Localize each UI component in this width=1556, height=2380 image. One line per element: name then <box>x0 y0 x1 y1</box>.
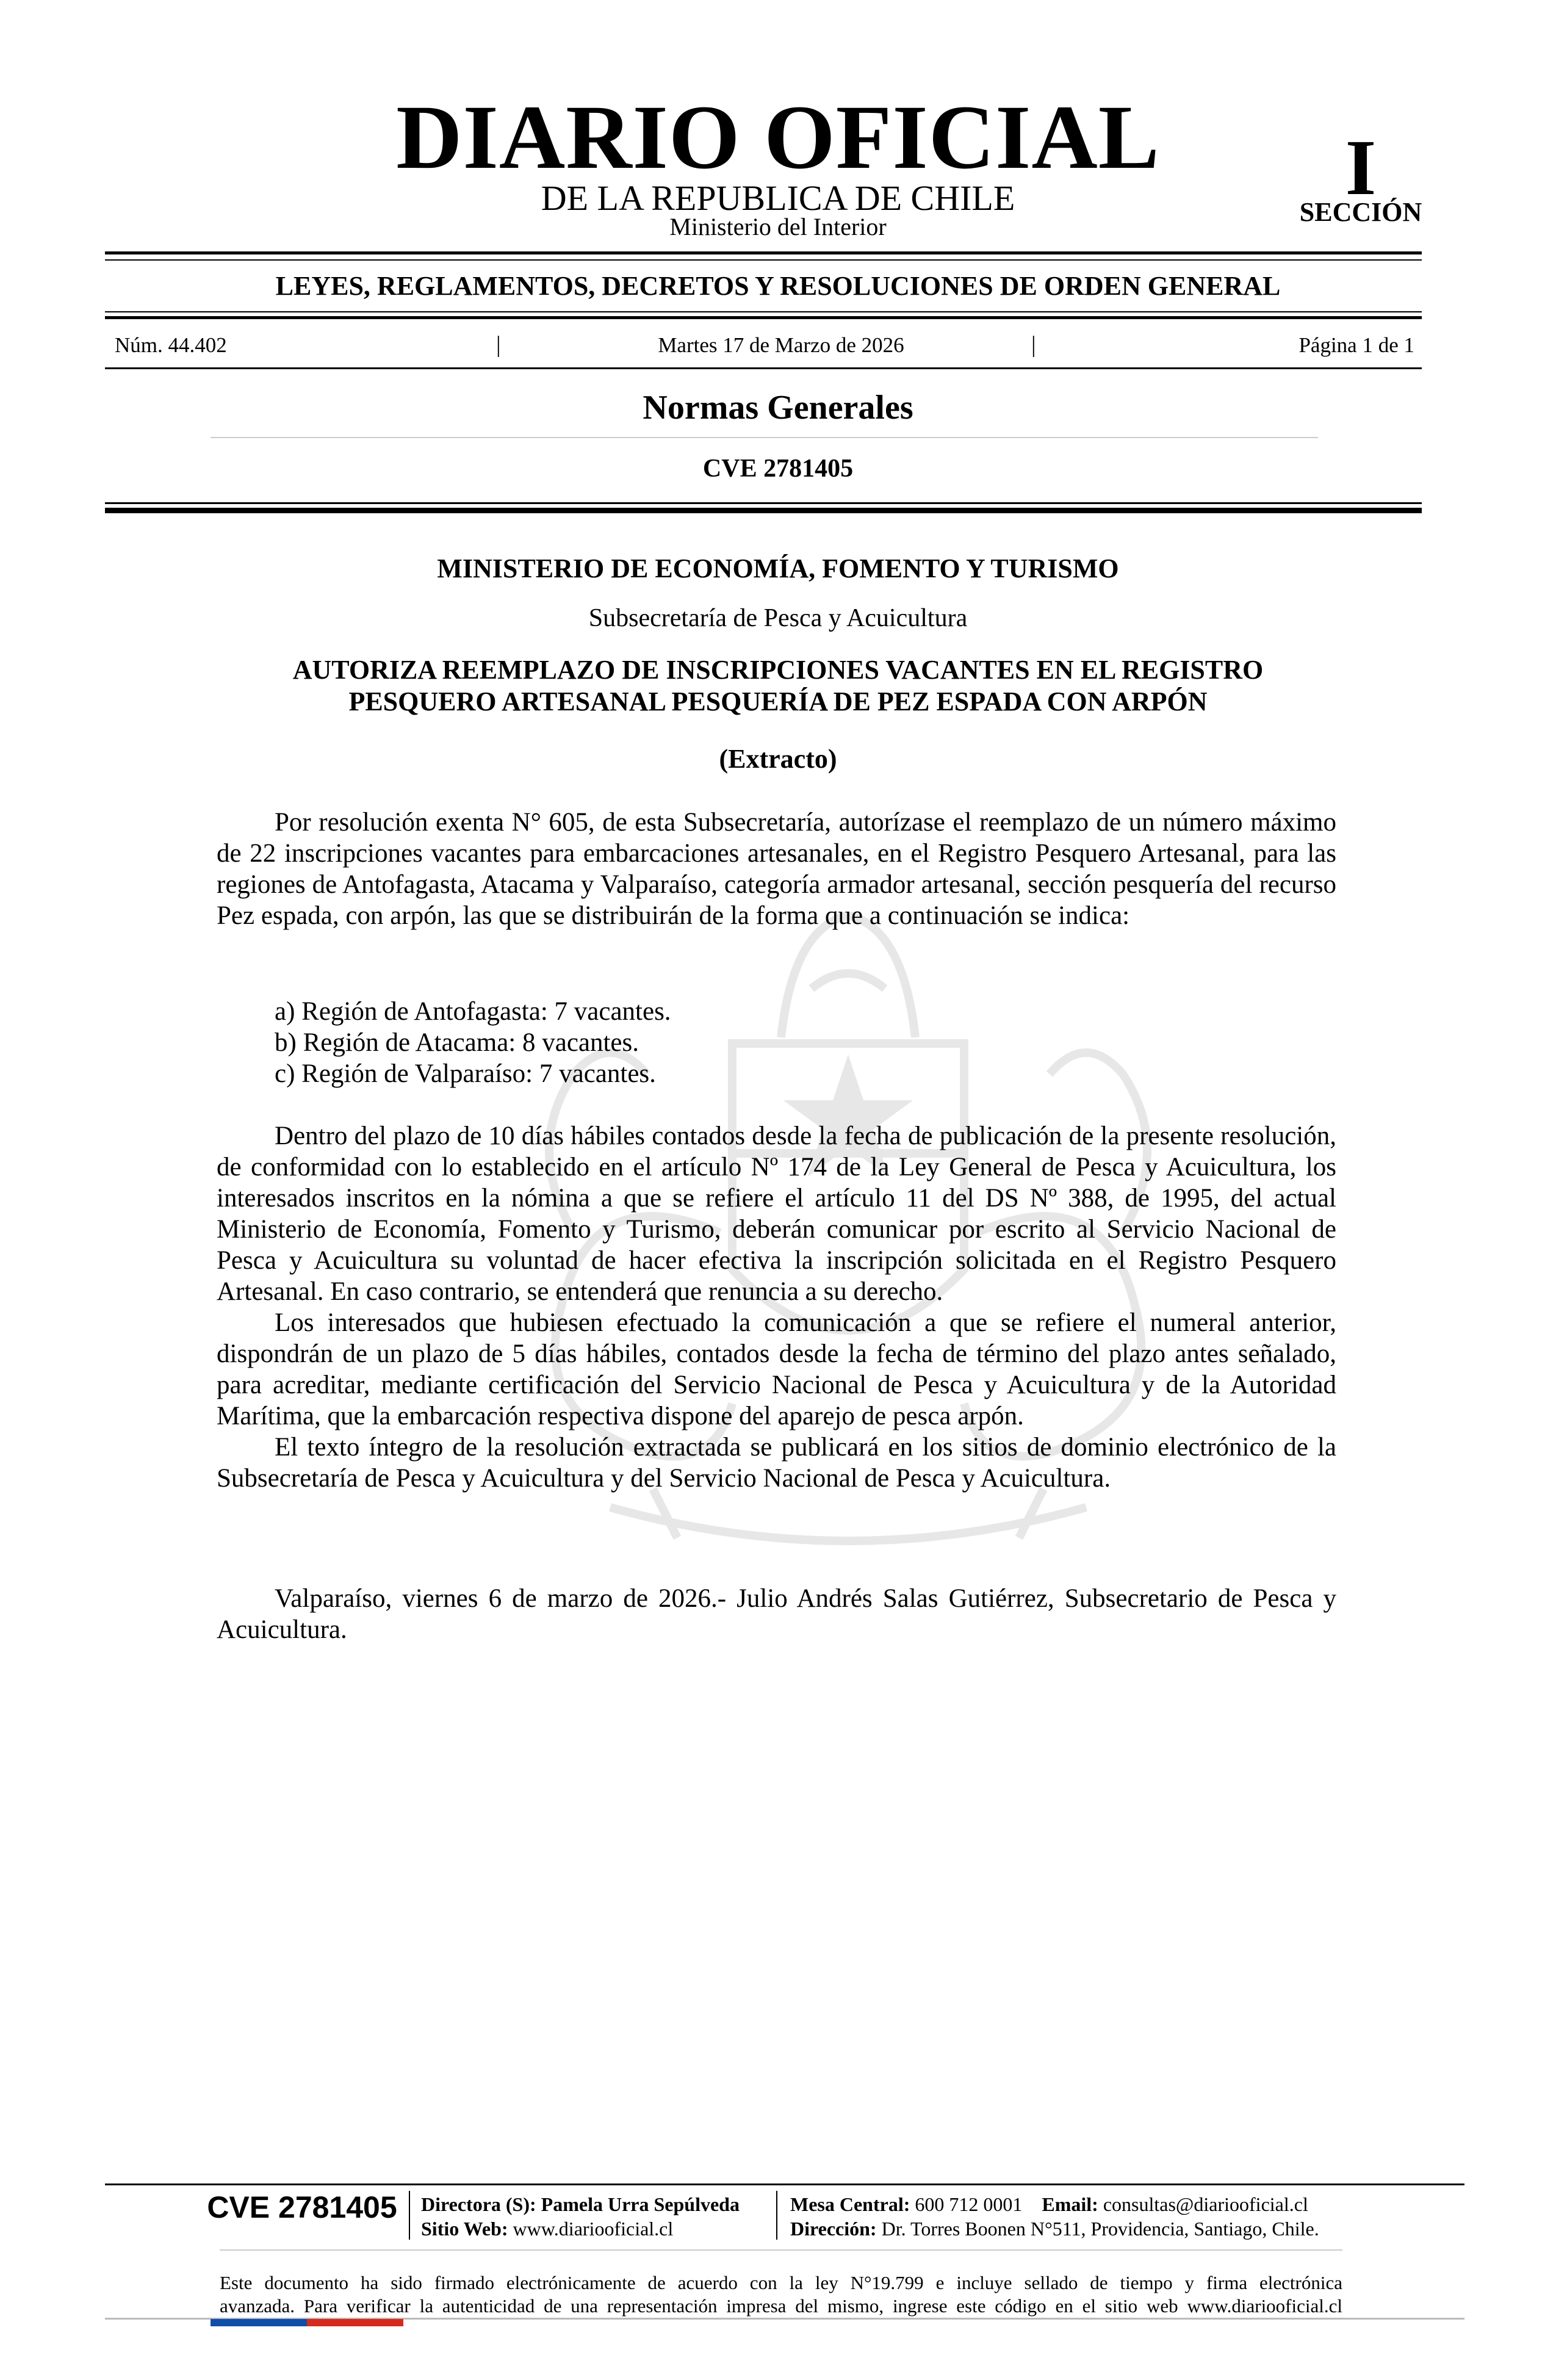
resolution-title-line: AUTORIZA REEMPLAZO DE INSCRIPCIONES VACANTES EN EL REGISTRO <box>292 655 1264 685</box>
masthead-rule-thin <box>105 259 1422 261</box>
footer-address <box>790 2216 1319 2241</box>
list-item: c) Región de Valparaíso: 7 vacantes. <box>275 1059 656 1088</box>
masthead-title: DIARIO OFICIAL <box>396 87 1160 188</box>
footer-director <box>421 2192 740 2216</box>
footer-website-link[interactable]: www.diariooficial.cl <box>513 2218 674 2240</box>
footer-director-label: Directora (S): <box>421 2193 536 2215</box>
paragraph-text: El texto íntegro de la resolución extractada se publicará en los sitios de dominio electrónico de la Subsecretaría de Pesca y Acuicultura y del Servicio Nacional de Pesca y Acuicultura. <box>217 1433 1336 1493</box>
category-title: Normas Generales <box>643 389 913 427</box>
footer-address-text: Dr. Torres Boonen N°511, Providencia, Santiago, Chile. <box>881 2218 1319 2240</box>
paragraph-text: Valparaíso, viernes 6 de marzo de 2026.- Julio Andrés Salas Gutiérrez, Subsecretario de Pesca y Acuicultura. <box>217 1584 1336 1644</box>
section-label: SECCIÓN <box>1299 197 1422 227</box>
footer-legal-line: avanzada. Para verificar la autenticidad de una representación impresa del mismo, ingrese este código en el sitio web www.diariooficial.cl <box>220 2295 1342 2317</box>
category-divider <box>211 437 1318 438</box>
footer-top-rule <box>105 2183 1464 2185</box>
flag-stripe-red <box>307 2319 403 2326</box>
footer-phone: 600 712 0001 <box>915 2193 1023 2215</box>
footer-website-label: Sitio Web: <box>421 2218 508 2240</box>
footer-phone-label: Mesa Central: <box>790 2193 910 2215</box>
paragraph-text: Los interesados que hubiesen efectuado la comunicación a que se refiere el numeral anterior, dispondrán de un plazo de 5 días hábiles, contados desde la fecha de término del plazo antes señalado, para acreditar, mediante certificación del Servicio Nacional de Pesca y Acuicultura y de la Autoridad Marítima, que la embarcación respectiva dispone del aparejo de pesca arpón. <box>217 1308 1336 1430</box>
footer-divider <box>776 2191 777 2240</box>
section-number: I <box>1345 124 1377 212</box>
issue-separator: | <box>1031 332 1036 358</box>
flag-stripe-blue <box>211 2319 307 2326</box>
cve-code: CVE 2781405 <box>702 455 854 483</box>
banner-rule-thin <box>105 311 1422 312</box>
paragraph-text: Dentro del plazo de 10 días hábiles contados desde la fecha de publicación de la presente resolución, de conformidad con lo establecido en el artículo Nº 174 de la Ley General de Pesca y Acuicultura, los interesados inscritos en la nómina a que se refiere el artículo 11 del DS Nº 388, de 1995, del actual Ministerio de Economía, Fomento y Turismo, deberán comunicar por escrito al Servicio Nacional de Pesca y Acuicultura su voluntad de hacer efectiva la inscripción solicitada en el Registro Pesquero Artesanal. En caso contrario, se entenderá que renuncia a su derecho. <box>217 1122 1336 1306</box>
resolution-title <box>232 654 1324 718</box>
body-paragraphs <box>217 1120 1336 1494</box>
closing-signature <box>217 1583 1336 1645</box>
banner-rule-thick <box>105 316 1422 319</box>
footer-director-name: Pamela Urra Sepúlveda <box>541 2193 740 2215</box>
issue-date: Martes 17 de Marzo de 2026 <box>658 333 904 357</box>
header-rule-thick <box>105 508 1422 513</box>
document-ministry: MINISTERIO DE ECONOMÍA, FOMENTO Y TURISMO <box>437 554 1119 583</box>
footer-legal-notice <box>220 2271 1342 2318</box>
extract-label: (Extracto) <box>719 744 837 774</box>
list-item: b) Región de Atacama: 8 vacantes. <box>275 1028 639 1057</box>
footer-divider <box>409 2191 410 2240</box>
issue-separator: | <box>496 332 501 358</box>
issue-number: Núm. 44.402 <box>115 333 227 357</box>
footer-contact-block <box>790 2192 1319 2241</box>
footer-phone-email <box>790 2192 1319 2216</box>
footer-email-link[interactable]: consultas@diariooficial.cl <box>1103 2193 1308 2215</box>
masthead-ministry: Ministerio del Interior <box>669 213 887 240</box>
paragraph-text: Por resolución exenta N° 605, de esta Subsecretaría, autorízase el reemplazo de un número máximo de 22 inscripciones vacantes para embarcaciones artesanales, en el Registro Pesquero Artesanal, para las regiones de Antofagasta, Atacama y Valparaíso, categoría armador artesanal, sección pesquería del recurso Pez espada, con arpón, las que se distribuirán de la forma que a continuación se indica: <box>217 808 1336 930</box>
footer-website <box>421 2216 740 2241</box>
body-paragraph-1 <box>217 807 1336 931</box>
footer-grey-rule <box>220 2249 1342 2251</box>
masthead-subtitle: DE LA REPUBLICA DE CHILE <box>541 178 1015 218</box>
footer-email-label: Email: <box>1042 2193 1098 2215</box>
footer-legal-line: Este documento ha sido firmado electrónicamente de acuerdo con la ley N°19.799 e incluye sellado de tiempo y firma electrónica <box>220 2272 1342 2293</box>
footer-director-block <box>421 2192 740 2241</box>
resolution-title-line: PESQUERO ARTESANAL PESQUERÍA DE PEZ ESPADA CON ARPÓN <box>348 687 1208 716</box>
issue-rule <box>105 367 1422 369</box>
document-subsecretariat: Subsecretaría de Pesca y Acuicultura <box>588 604 968 632</box>
masthead-rule-thick <box>105 251 1422 254</box>
list-item: a) Región de Antofagasta: 7 vacantes. <box>275 997 671 1026</box>
page-indicator: Página 1 de 1 <box>1298 333 1414 357</box>
footer-cve-code: CVE 2781405 <box>207 2190 397 2224</box>
footer-address-label: Dirección: <box>790 2218 877 2240</box>
vacancy-list <box>275 996 1251 1089</box>
banner-laws: LEYES, REGLAMENTOS, DECRETOS Y RESOLUCIONES DE ORDEN GENERAL <box>275 271 1281 301</box>
header-rule-thin <box>105 502 1422 504</box>
